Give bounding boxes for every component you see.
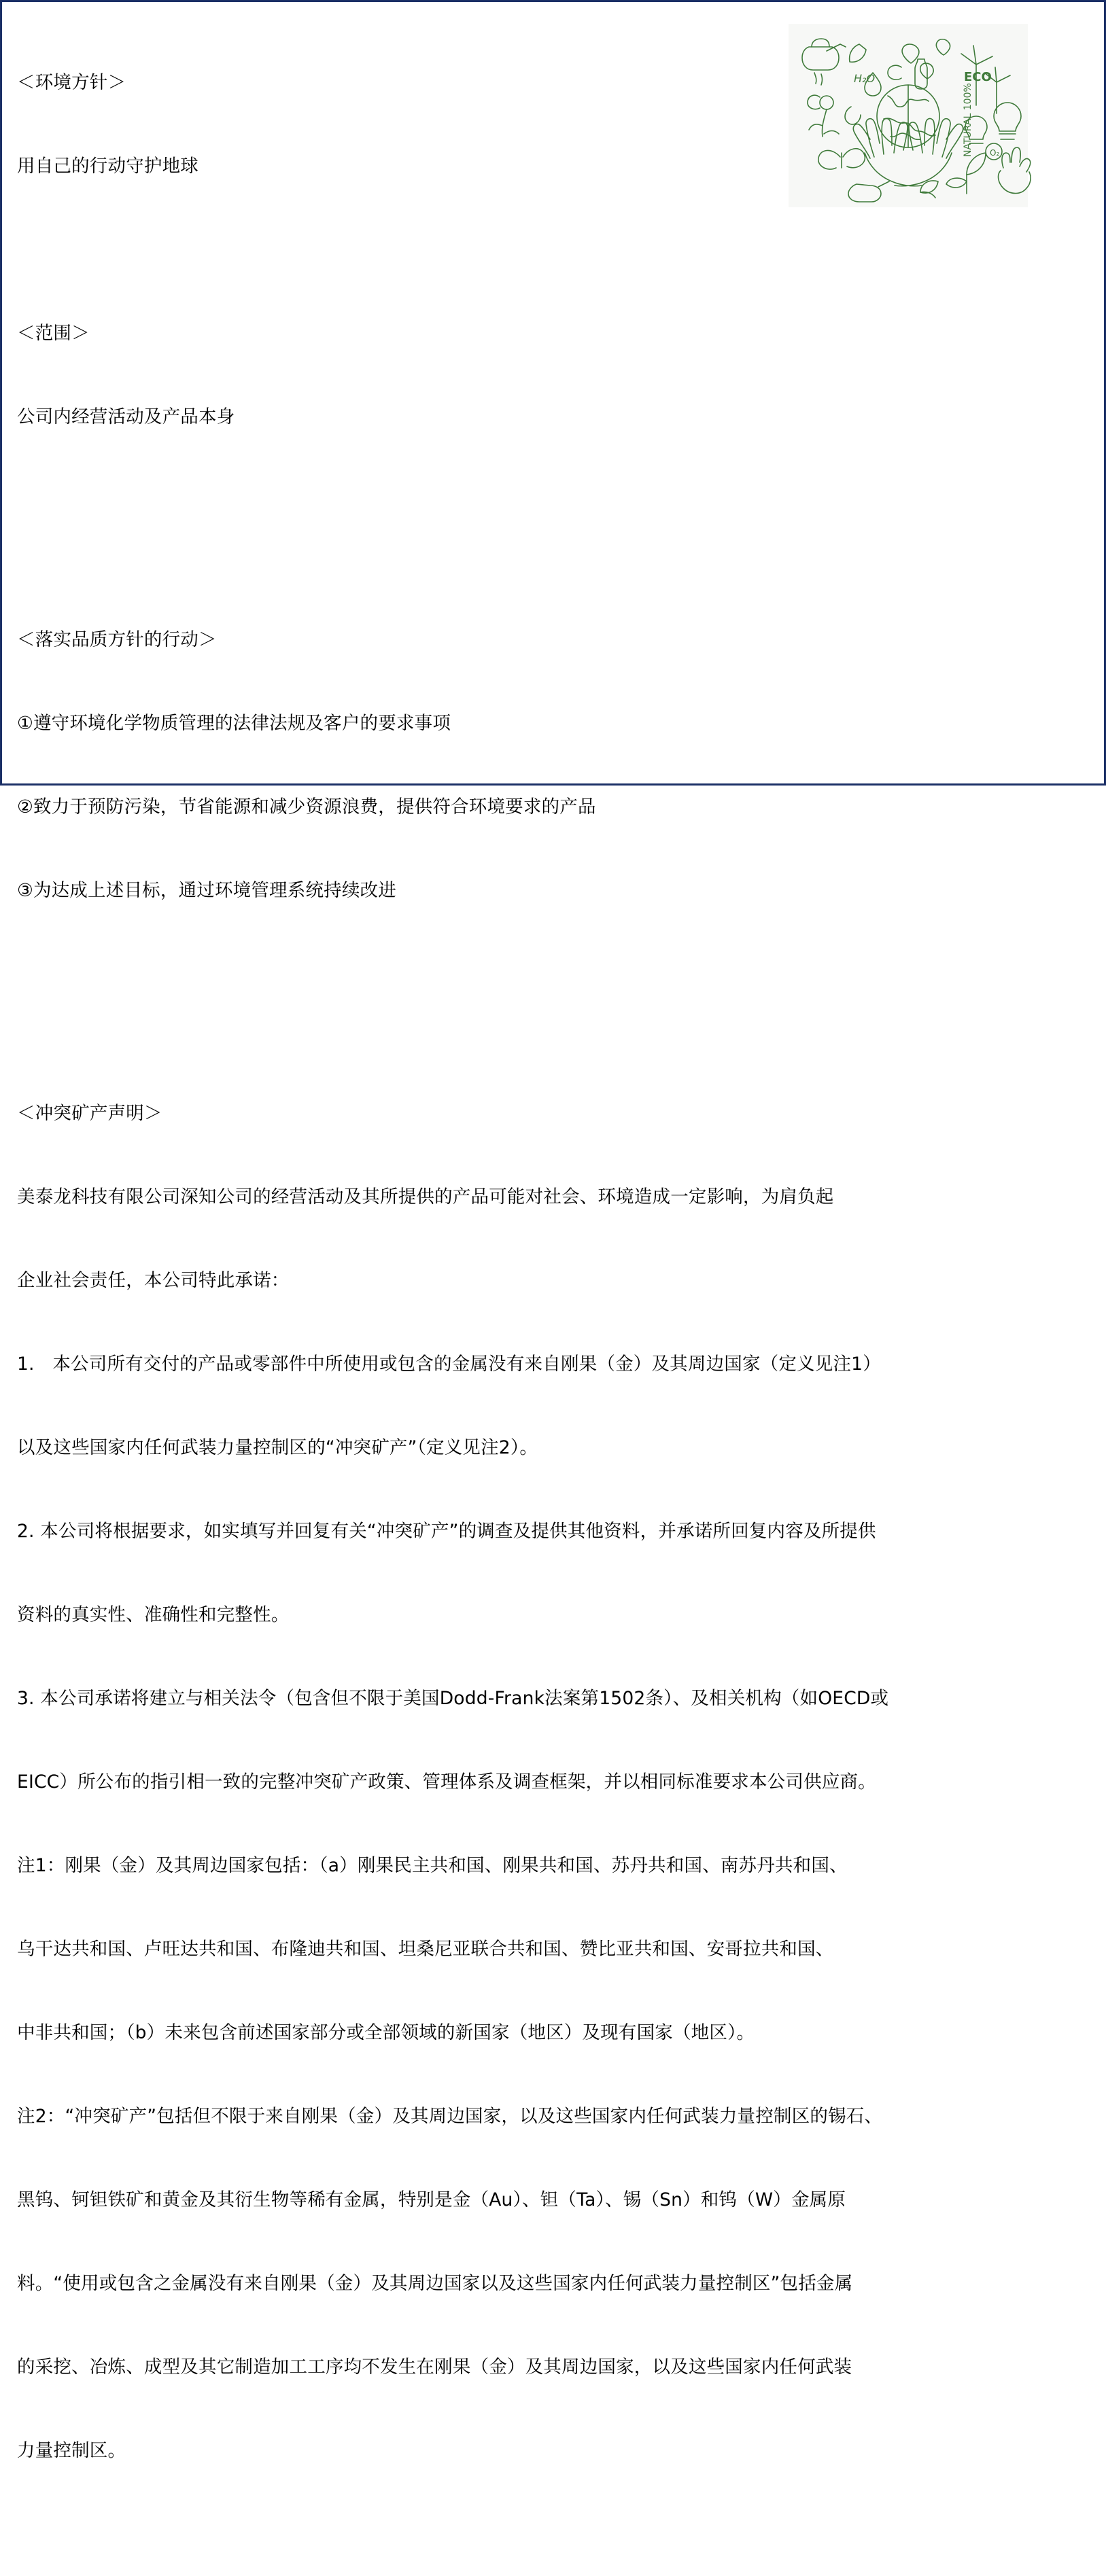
document-content	[17, 13, 1089, 2461]
section-conflict-minerals-heading: ＜冲突矿产声明＞	[17, 1103, 162, 1124]
section-environment-policy	[17, 13, 1089, 570]
label-h2o: H₂O	[854, 72, 876, 85]
section-quality-policy-actions-heading: ＜落实品质方针的行动＞	[17, 629, 217, 650]
label-natural: NATURAL 100%	[963, 83, 973, 157]
section-quality-policy-actions	[17, 570, 1089, 1044]
conflict-minerals-line-1: 美泰龙科技有限公司深知公司的经营活动及其所提供的产品可能对社会、环境造成一定影响，为肩负起	[17, 1186, 834, 1207]
conflict-minerals-line-8: EICC）所公布的指引相一致的完整冲突矿产政策、管理体系及调查框架，并以相同标准要求本公司供应商。	[17, 1771, 876, 1793]
spacer-2	[17, 487, 1089, 514]
conflict-minerals-line-13: 黑钨、钶钽铁矿和黄金及其衍生物等稀有金属，特别是金（Au）、钽（Ta）、锡（Sn）和钨（W）金属原	[17, 2189, 846, 2210]
spacer-1	[17, 236, 1089, 264]
conflict-minerals-line-7: 3. 本公司承诺将建立与相关法令（包含但不限于美国Dodd-Frank法案第1502条）、及相关机构（如OECD或	[17, 1688, 889, 1709]
spacer-3	[17, 960, 1089, 988]
conflict-minerals-line-6: 资料的真实性、准确性和完整性。	[17, 1604, 290, 1625]
section-conflict-minerals-statement	[17, 1044, 1089, 2576]
section-quality-policy-actions-line-3: ③为达成上述目标，通过环境管理系统持续改进	[17, 880, 396, 901]
section-scope-line-1: 公司内经营活动及产品本身	[17, 406, 235, 427]
section-environment-policy-line-1: 用自己的行动守护地球	[17, 156, 198, 177]
conflict-minerals-line-4: 以及这些国家内任何武装力量控制区的“冲突矿产”（定义见注2）。	[17, 1437, 538, 1458]
conflict-minerals-line-3: 1. 本公司所有交付的产品或零部件中所使用或包含的金属没有来自刚果（金）及其周边国家（定义见注1）	[17, 1354, 881, 1375]
label-o2: O₂	[990, 148, 1000, 158]
conflict-minerals-line-11: 中非共和国；（b）未来包含前述国家部分或全部领域的新国家（地区）及现有国家（地区）。	[17, 2022, 755, 2043]
label-eco: ECO	[964, 70, 992, 84]
conflict-minerals-line-15: 的采挖、冶炼、成型及其它制造加工工序均不发生在刚果（金）及其周边国家，以及这些国家内任何武装	[17, 2357, 852, 2378]
conflict-minerals-line-5: 2. 本公司将根据要求，如实填写并回复有关“冲突矿产”的调查及提供其他资料，并承诺所回复内容及所提供	[17, 1521, 876, 1542]
section-scope-heading: ＜范围＞	[17, 323, 90, 344]
section-environment-policy-heading: ＜环境方针＞	[17, 72, 126, 93]
conflict-minerals-line-2: 企业社会责任，本公司特此承诺：	[17, 1270, 290, 1291]
conflict-minerals-line-9: 注1：刚果（金）及其周边国家包括：（a）刚果民主共和国、刚果共和国、苏丹共和国、南苏丹共和国、	[17, 1855, 848, 1876]
section-quality-policy-actions-line-1: ①遵守环境化学物质管理的法律法规及客户的要求事项	[17, 713, 451, 734]
top-section	[17, 13, 1089, 570]
section-quality-policy-actions-line-2: ②致力于预防污染，节省能源和减少资源浪费，提供符合环境要求的产品	[17, 796, 596, 817]
conflict-minerals-line-10: 乌干达共和国、卢旺达共和国、布隆迪共和国、坦桑尼亚联合共和国、赞比亚共和国、安哥拉共和国、	[17, 1939, 834, 1960]
conflict-minerals-line-16: 力量控制区。	[17, 2440, 126, 2461]
conflict-minerals-line-12: 注2：“冲突矿产”包括但不限于来自刚果（金）及其周边国家，以及这些国家内任何武装力量控制区的锡石、	[17, 2106, 883, 2127]
conflict-minerals-line-14: 料。“使用或包含之金属没有来自刚果（金）及其周边国家以及这些国家内任何武装力量控制区”包括金属	[17, 2273, 853, 2294]
